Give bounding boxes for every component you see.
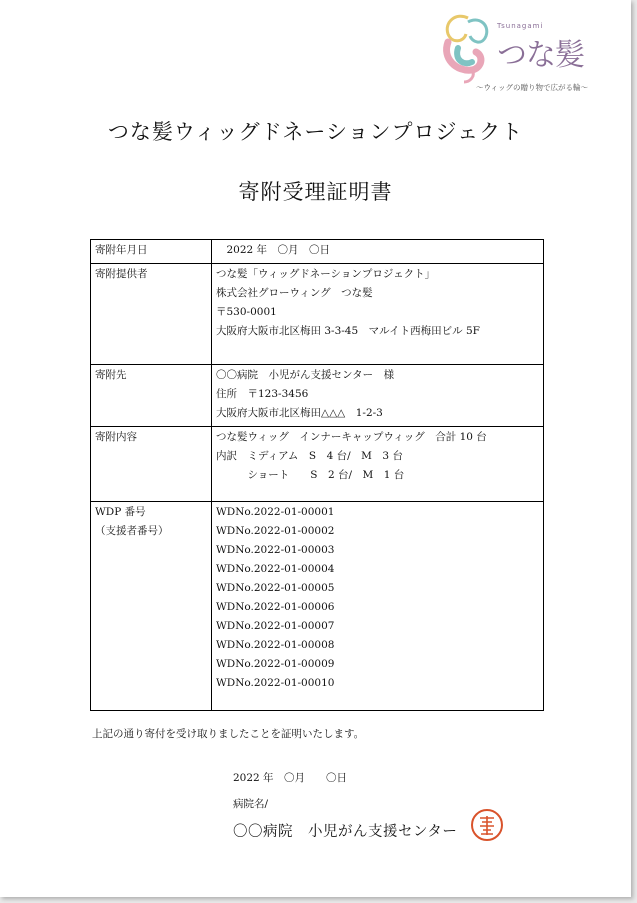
wdp-number: WDNo.2022-01-00007 (216, 620, 335, 632)
donor-line: 大阪府大阪市北区梅田 3-3-45 マルイト西梅田ビル 5F (216, 325, 480, 337)
wdp-number: WDNo.2022-01-00005 (216, 582, 335, 594)
logo-romaji: Tsunagami (497, 22, 544, 30)
project-title: つな髪ウィッグドネーションプロジェクト (107, 120, 524, 144)
wdp-number: WDNo.2022-01-00002 (216, 525, 335, 537)
label-recipient: 寄附先 (91, 365, 212, 427)
donor-line: つな髪「ウィッグドネーションプロジェクト」 (216, 268, 436, 280)
contents-line: ショート S 2 台/ M 1 台 (216, 469, 405, 481)
donor-line: 〒530-0001 (216, 306, 277, 318)
label-donor: 寄附提供者 (91, 264, 212, 365)
contents-line: つな髪ウィッグ インナーキャップウィッグ 合計 10 台 (216, 431, 487, 443)
row-contents (91, 427, 544, 502)
label-wdp-sub: （支援者番号） (95, 525, 169, 537)
hospital-name: 〇〇病院 小児がん支援センター (233, 824, 458, 840)
value-donation-date: 2022 年 〇月 〇日 (212, 240, 544, 264)
hospital-label: 病院名/ (233, 798, 269, 810)
row-donor (91, 264, 544, 365)
wdp-number: WDNo.2022-01-00010 (216, 677, 335, 689)
recipient-line: 〇〇病院 小児がん支援センター 様 (216, 369, 395, 381)
row-recipient (91, 365, 544, 427)
label-donation-date: 寄附年月日 (91, 240, 212, 264)
logo-tagline: 〜ウィッグの贈り物で広がる輪〜 (476, 83, 589, 92)
wdp-number: WDNo.2022-01-00006 (216, 601, 335, 613)
row-wdp (91, 502, 544, 711)
wdp-number: WDNo.2022-01-00003 (216, 544, 335, 556)
contents-line: 内訳 ミディアム S 4 台/ M 3 台 (216, 450, 403, 462)
row-donation-date (91, 240, 544, 264)
wdp-number: WDNo.2022-01-00001 (216, 506, 335, 518)
wdp-number: WDNo.2022-01-00009 (216, 658, 335, 670)
wdp-number: WDNo.2022-01-00008 (216, 639, 335, 651)
label-wdp: WDP 番号 (95, 506, 146, 518)
recipient-line: 大阪府大阪市北区梅田△△△ 1-2-3 (216, 407, 383, 419)
wdp-number: WDNo.2022-01-00004 (216, 563, 335, 575)
recipient-line: 住所 〒123-3456 (216, 388, 309, 400)
certification-statement: 上記の通り寄付を受け取りましたことを証明いたします。 (92, 728, 365, 740)
donor-line: 株式会社グローウィング つな髪 (216, 287, 373, 299)
logo-brand-name: つな髪 (497, 38, 584, 73)
logo-ribbon-icon (438, 12, 498, 84)
hospital-seal-stamp (470, 808, 504, 842)
donation-table (90, 239, 544, 711)
signature-date: 2022 年 〇月 〇日 (233, 772, 348, 784)
document-title: 寄附受理証明書 (238, 180, 393, 204)
label-contents: 寄附内容 (91, 427, 212, 502)
